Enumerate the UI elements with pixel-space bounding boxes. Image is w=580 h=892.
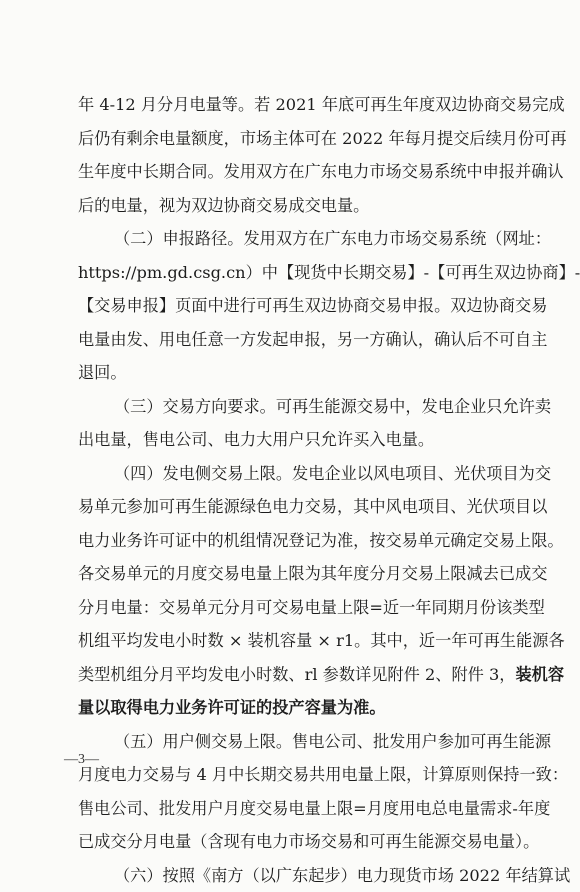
text-line: 已成交分月电量（含现有电力市场交易和可再生能源交易电量）。 (78, 825, 502, 859)
text-line: 后的电量，视为双边协商交易成交电量。 (78, 189, 502, 223)
text-line: 各交易单元的月度交易电量上限为其年度分月交易上限减去已成交 (78, 557, 502, 591)
text-line: 【交易申报】页面中进行可再生双边协商交易申报。双边协商交易 (78, 289, 502, 323)
text-line: 电力业务许可证中的机组情况登记为准，按交易单元确定交易上限。 (78, 524, 502, 558)
section-heading-line: （三）交易方向要求。可再生能源交易中，发电企业只允许卖 (78, 390, 502, 424)
text-line: 年 4-12 月分月电量等。若 2021 年底可再生年度双边协商交易完成 (78, 88, 502, 122)
text-line: 出电量，售电公司、电力大用户只允许买入电量。 (78, 423, 502, 457)
page-number: —3— (64, 752, 99, 768)
text-line-with-bold (78, 658, 502, 692)
text-line: 分月电量：交易单元分月可交易电量上限=近一年同期月份该类型 (78, 591, 502, 625)
text-line: https://pm.gd.csg.cn）中【现货中长期交易】-【可再生双边协商】- (78, 256, 502, 290)
text-segment: 类型机组分月平均发电小时数、rl 参数详见附件 2、附件 3， (78, 665, 515, 684)
text-line: 售电公司、批发用户月度交易电量上限=月度用电总电量需求-年度 (78, 792, 502, 826)
text-line: 易单元参加可再生能源绿色电力交易，其中风电项目、光伏项目以 (78, 490, 502, 524)
bold-text-segment: 装机容 (515, 665, 564, 684)
text-line: 退回。 (78, 356, 502, 390)
body-text (78, 88, 502, 892)
text-line: 月度电力交易与 4 月中长期交易共用电量上限，计算原则保持一致： (78, 758, 502, 792)
text-line: 生年度中长期合同。发用双方在广东电力市场交易系统中申报并确认 (78, 155, 502, 189)
section-heading-line: （五）用户侧交易上限。售电公司、批发用户参加可再生能源 (78, 725, 502, 759)
text-line: 机组平均发电小时数 × 装机容量 × r1。其中，近一年可再生能源各 (78, 624, 502, 658)
section-heading-line: （二）申报路径。发用双方在广东电力市场交易系统（网址： (78, 222, 502, 256)
section-heading-line: （六）按照《南方（以广东起步）电力现货市场 2022 年结算试 (78, 859, 502, 892)
text-line: 电量由发、用电任意一方发起申报，另一方确认，确认后不可自主 (78, 323, 502, 357)
text-line: 后仍有剩余电量额度，市场主体可在 2022 年每月提交后续月份可再 (78, 122, 502, 156)
bold-text-line: 量以取得电力业务许可证的投产容量为准。 (78, 691, 502, 725)
section-heading-line: （四）发电侧交易上限。发电企业以风电项目、光伏项目为交 (78, 457, 502, 491)
